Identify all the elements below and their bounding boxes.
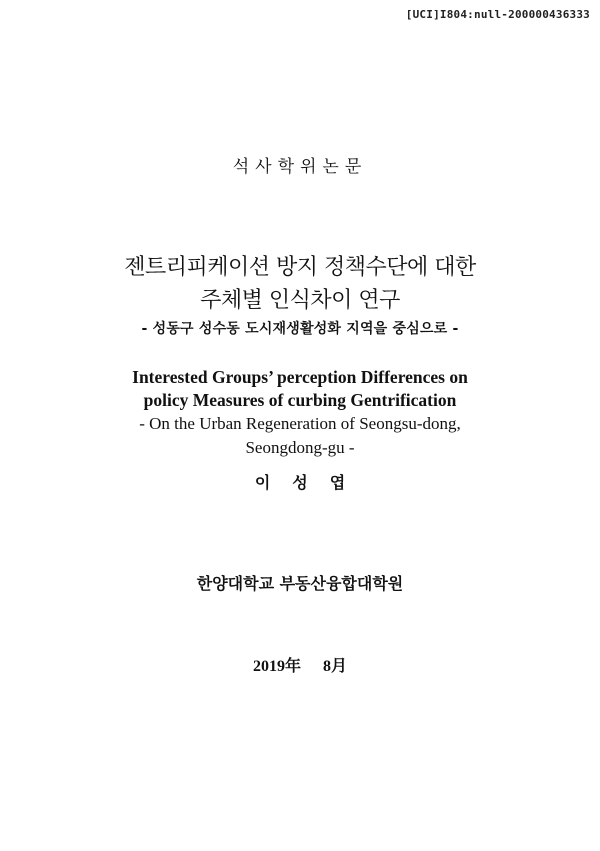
english-title-line-1: Interested Groups’ perception Differences on — [132, 367, 468, 387]
date-year: 2019年 — [252, 658, 301, 675]
date-month: 8月 — [323, 658, 348, 675]
submission-date — [0, 653, 600, 676]
korean-title-line-1: 젠트리피케이션 방지 정책수단에 대한 — [124, 255, 476, 280]
english-subtitle-line-1: - On the Urban Regeneration of Seongsu-dong, — [139, 414, 461, 433]
english-title-line-2: policy Measures of curbing Gentrification — [143, 390, 457, 410]
degree-label: 석사학위논문 — [232, 157, 368, 177]
uci-identifier: [UCI]I804:null-200000436333 — [405, 8, 590, 21]
author-name: 이성엽 — [254, 473, 368, 492]
school-name: 한양대학교 부동산융합대학원 — [196, 574, 404, 593]
korean-title-line-2: 주체별 인식차이 연구 — [200, 288, 400, 313]
english-subtitle-line-2: Seongdong-gu - — [245, 438, 355, 457]
korean-subtitle: - 성동구 성수동 도시재생활성화 지역을 중심으로 - — [141, 321, 459, 337]
